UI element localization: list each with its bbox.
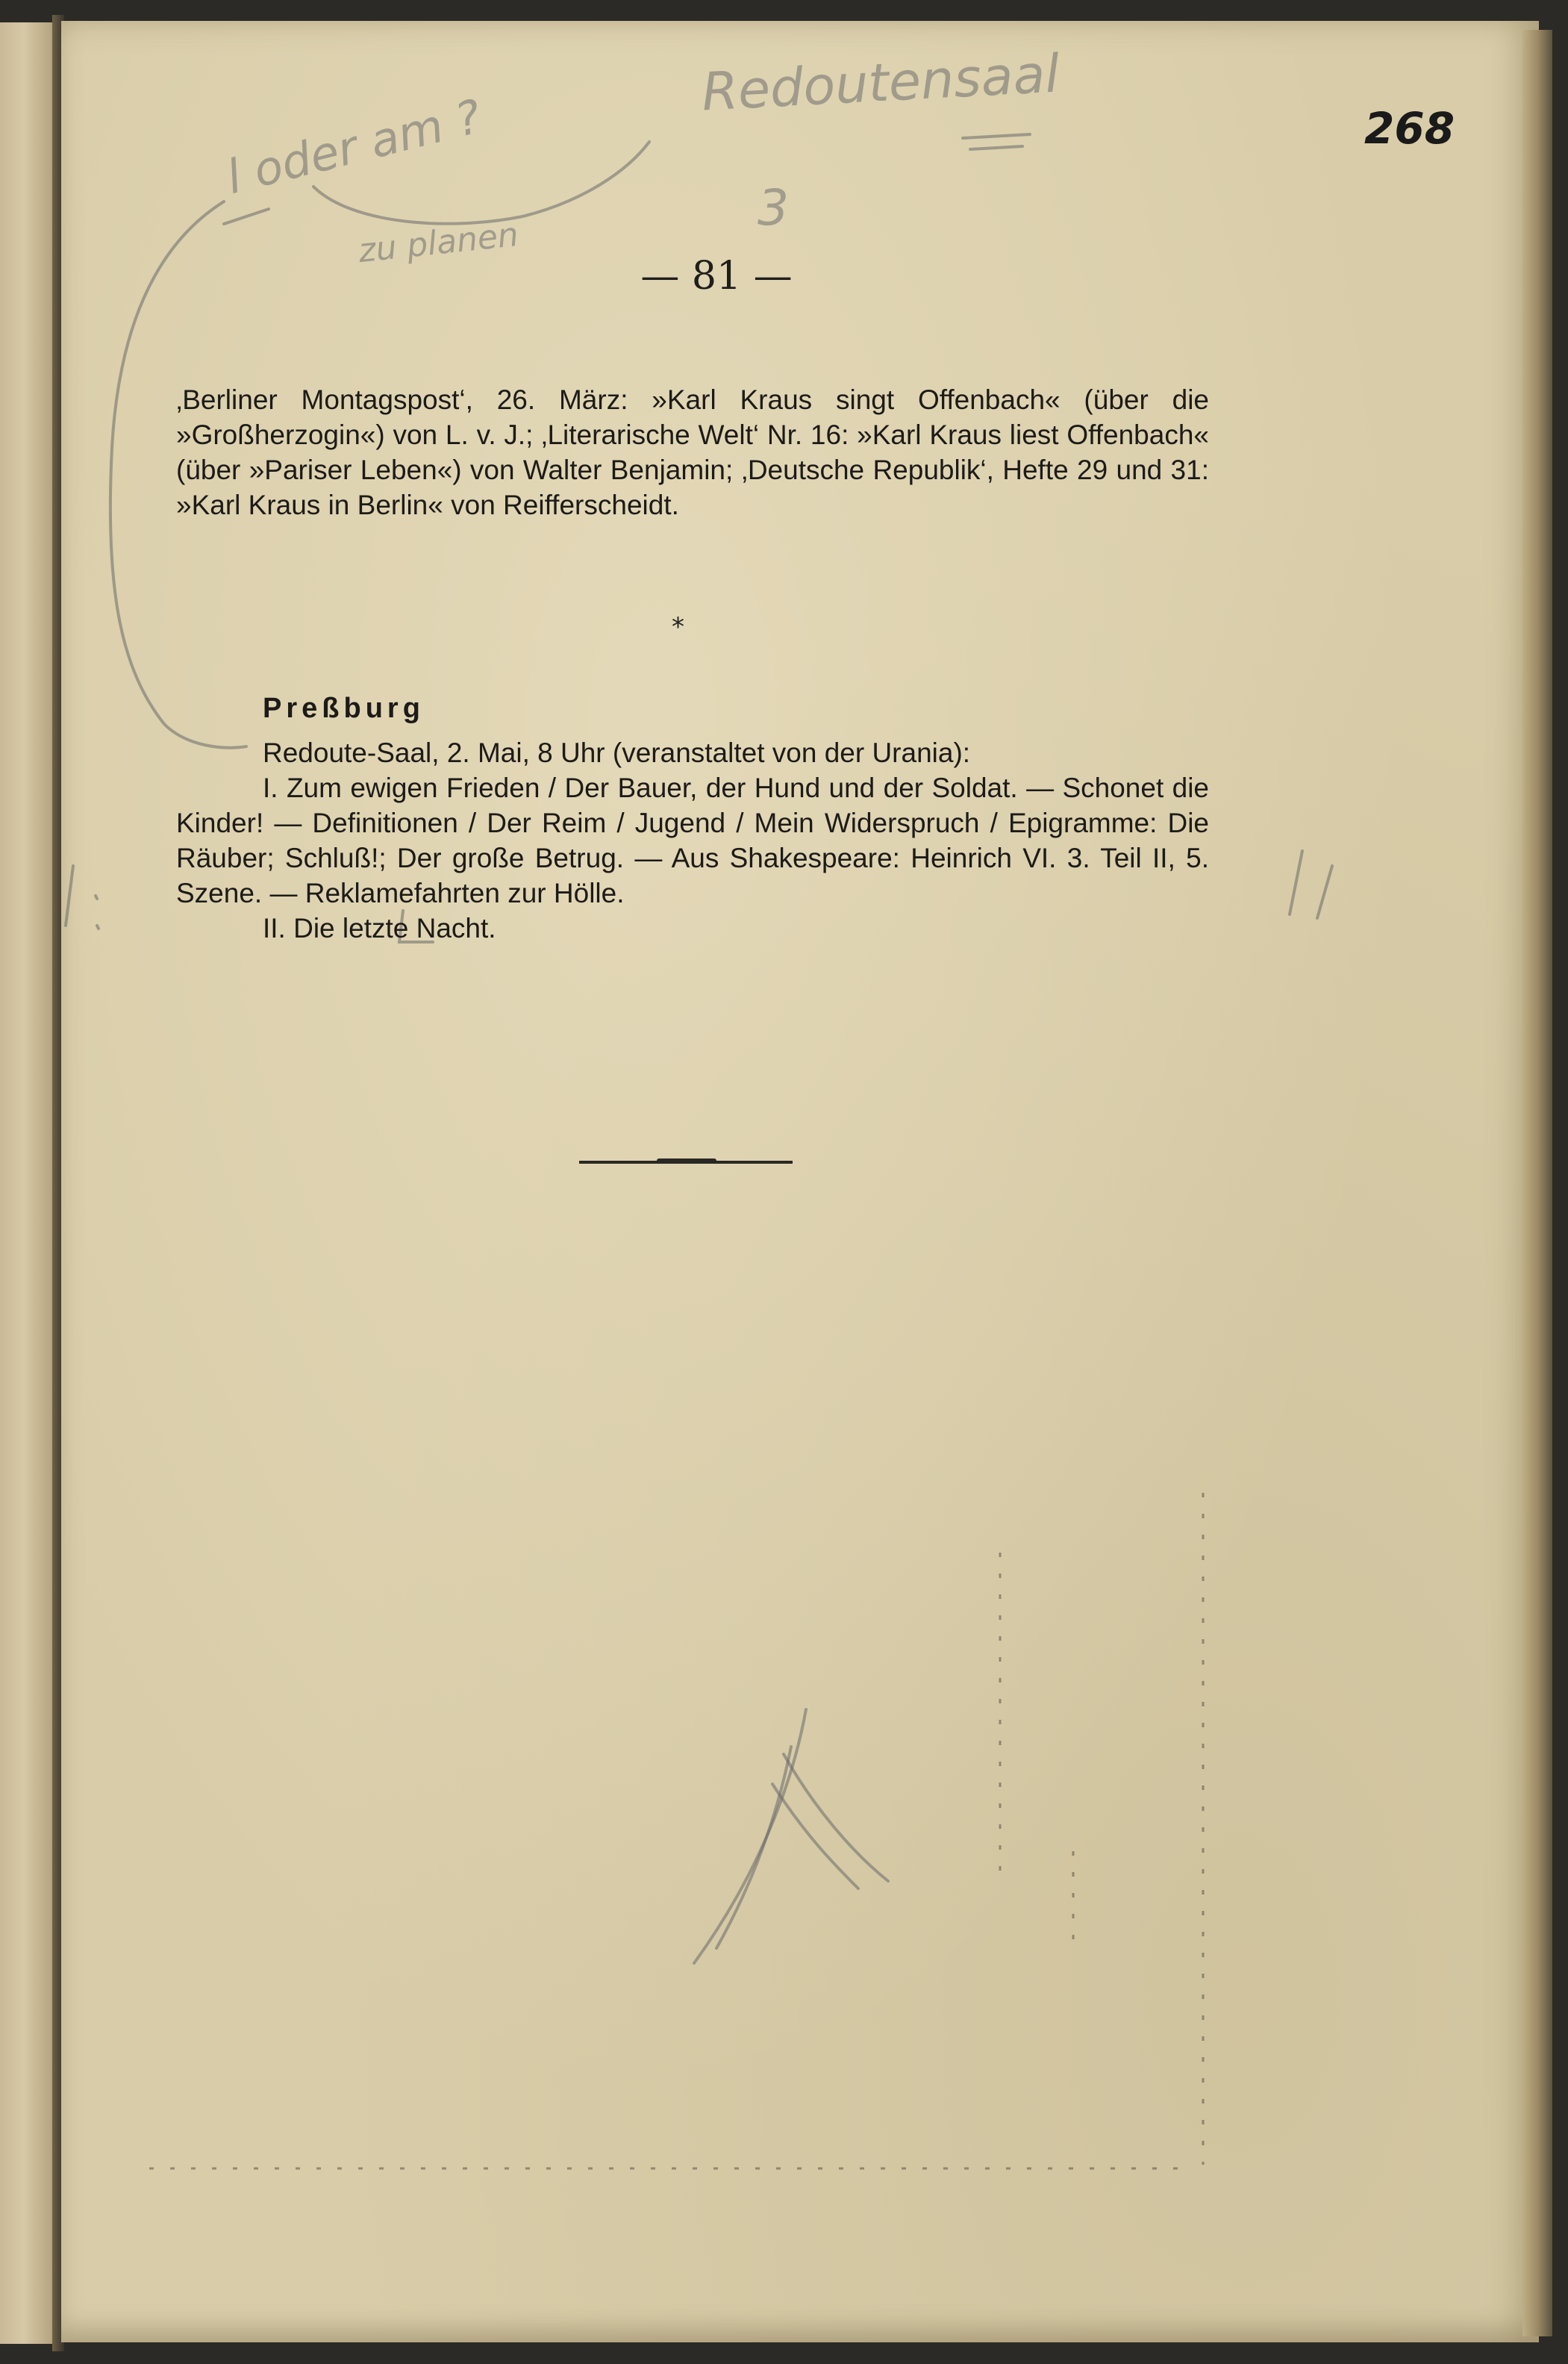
pencil-note-top-left: l oder am ?: [221, 88, 487, 205]
page-sheet: [61, 21, 1539, 2342]
previous-page-edge: [0, 22, 60, 2344]
page-stack-edge: [1522, 30, 1552, 2336]
folio-number: 268: [1364, 103, 1455, 154]
press-references: [176, 382, 1209, 523]
closing-rule-center: [657, 1158, 716, 1163]
section-heading: Preßburg: [263, 693, 425, 724]
press-paragraph: ‚Berliner Montagspost‘, 26. März: »Karl Kraus singt Offenbach« (über die »Großherzogin«) von L. v. J.; ‚Literarische Welt‘ Nr. 16: »Karl Kraus liest Offenbach« (über »Pariser Leben«) von Walter Benjamin; ‚Deutsche Republik‘, Hefte 29 und 31: »Karl Kraus in Berlin« von Reifferscheidt.: [176, 384, 1209, 520]
pencil-note-top-left-under: zu planen: [356, 215, 521, 271]
pencil-mark-3: 3: [758, 179, 789, 237]
pencil-note-top-center: Redoutensaal: [700, 43, 1061, 123]
program-part-2: II. Die letzte Nacht.: [263, 913, 496, 944]
page-number: — 81 —: [640, 254, 793, 299]
program-block: [176, 735, 1209, 946]
program-part-1: I. Zum ewigen Frieden / Der Bauer, der Hund und der Soldat. — Schonet die Kinder! — Definitionen / Der Reim / Jugend / Mein Widerspruch / Epigramme: Die Räuber; Schluß!; Der große Betrug. — Aus Shakespeare: Heinrich VI. 3. Teil II, 5. Szene. — Reklamefahrten zur Hölle.: [176, 773, 1209, 908]
section-separator: *: [672, 612, 684, 642]
venue-line: Redoute-Saal, 2. Mai, 8 Uhr (veranstaltet von der Urania):: [263, 737, 971, 768]
